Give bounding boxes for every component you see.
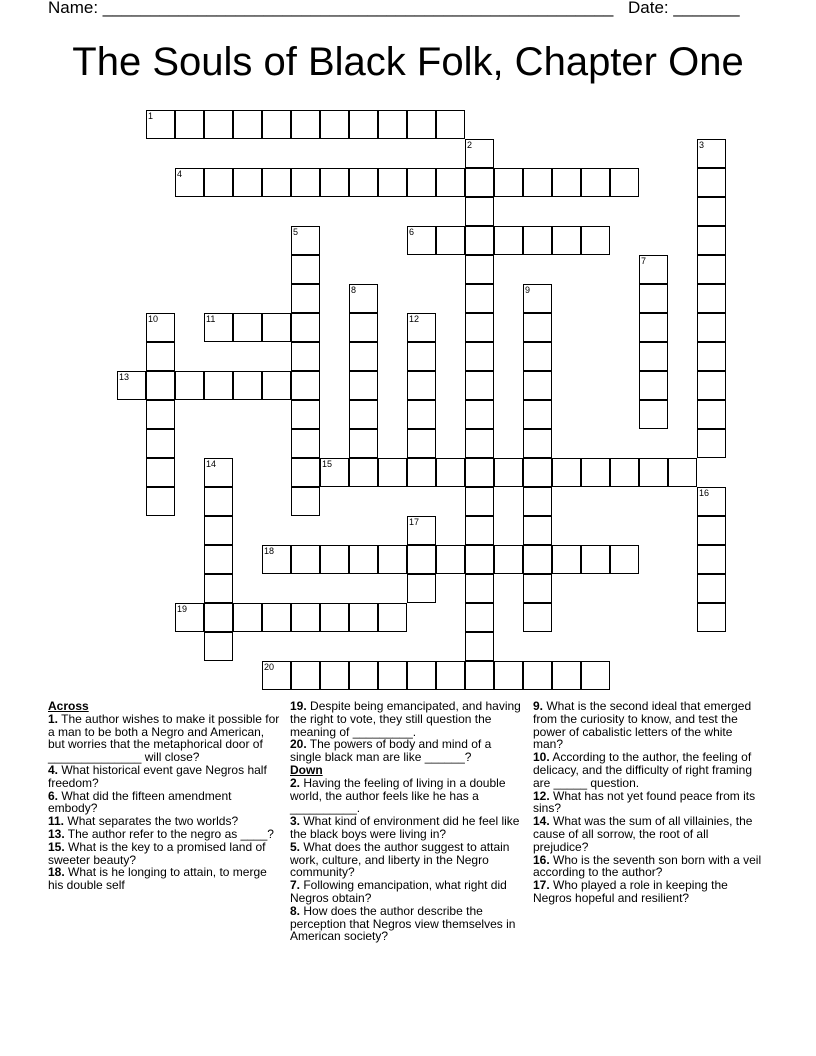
grid-cell[interactable] — [697, 429, 726, 458]
grid-cell[interactable] — [697, 603, 726, 632]
grid-cell[interactable] — [465, 313, 494, 342]
grid-cell[interactable] — [465, 400, 494, 429]
grid-cell[interactable] — [349, 313, 378, 342]
grid-cell[interactable] — [291, 661, 320, 690]
grid-cell[interactable] — [436, 110, 465, 139]
grid-cell[interactable] — [494, 458, 523, 487]
grid-cell[interactable] — [320, 168, 349, 197]
grid-cell[interactable] — [465, 139, 494, 168]
clue-down-3 — [290, 815, 522, 841]
grid-cell[interactable] — [291, 110, 320, 139]
grid-cell[interactable] — [204, 313, 233, 342]
grid-cell[interactable] — [204, 458, 233, 487]
grid-cell[interactable] — [581, 661, 610, 690]
grid-cell[interactable] — [349, 168, 378, 197]
grid-cell[interactable] — [697, 371, 726, 400]
clue-number-label: 3. — [290, 814, 301, 829]
grid-cell[interactable] — [436, 226, 465, 255]
clue-number-label: 12. — [533, 788, 550, 803]
clue-down-8 — [290, 905, 522, 943]
clue-number: 4 — [177, 169, 183, 179]
grid-cell[interactable] — [523, 371, 552, 400]
clue-text: What did the fifteen amendment embody? — [48, 788, 232, 816]
clue-number-label: 20. — [290, 737, 307, 752]
clue-number: 1 — [148, 111, 154, 121]
clue-number: 15 — [322, 459, 333, 469]
grid-cell[interactable] — [581, 168, 610, 197]
grid-cell[interactable] — [291, 168, 320, 197]
clue-number: 11 — [206, 314, 216, 324]
clue-number-label: 4. — [48, 762, 59, 777]
grid-cell[interactable] — [523, 458, 552, 487]
clue-number-label: 1. — [48, 711, 59, 726]
grid-cell[interactable] — [494, 661, 523, 690]
grid-cell[interactable] — [639, 458, 668, 487]
grid-cell[interactable] — [117, 371, 146, 400]
date-field-label: Date: _______ — [628, 0, 740, 17]
grid-cell[interactable] — [407, 371, 436, 400]
grid-cell[interactable] — [523, 574, 552, 603]
clue-down-10 — [533, 751, 765, 789]
grid-cell[interactable] — [378, 168, 407, 197]
grid-cell[interactable] — [262, 371, 291, 400]
grid-cell[interactable] — [552, 661, 581, 690]
grid-cell[interactable] — [697, 139, 726, 168]
clue-down-14 — [533, 815, 765, 853]
grid-cell[interactable] — [436, 661, 465, 690]
clue-text: Who is the seventh son born with a veil according to the author? — [533, 852, 762, 880]
grid-cell[interactable] — [349, 545, 378, 574]
grid-cell[interactable] — [668, 458, 697, 487]
grid-cell[interactable] — [204, 487, 233, 516]
clue-across-20 — [290, 738, 522, 764]
grid-cell[interactable] — [291, 284, 320, 313]
grid-cell[interactable] — [697, 197, 726, 226]
grid-cell[interactable] — [320, 458, 349, 487]
clue-text: What is he longing to attain, to merge his double self — [48, 865, 267, 893]
grid-cell[interactable] — [291, 342, 320, 371]
grid-cell[interactable] — [146, 342, 175, 371]
grid-cell[interactable] — [697, 226, 726, 255]
grid-cell[interactable] — [465, 429, 494, 458]
clue-text: Following emancipation, what right did Negros obtain? — [290, 878, 507, 905]
clue-number: 14 — [206, 459, 217, 469]
grid-cell[interactable] — [320, 661, 349, 690]
grid-cell[interactable] — [581, 226, 610, 255]
grid-cell[interactable] — [523, 342, 552, 371]
clue-across-6 — [48, 790, 280, 816]
grid-cell[interactable] — [407, 545, 436, 574]
grid-cell[interactable] — [146, 371, 175, 400]
clue-text: Who played a role in keeping the Negros hopeful and resilient? — [533, 878, 728, 905]
down-heading: Down — [290, 762, 323, 777]
grid-cell[interactable] — [407, 313, 436, 342]
grid-cell[interactable] — [523, 545, 552, 574]
clue-text: What is the key to a promised land of sweeter beauty? — [48, 839, 266, 867]
grid-cell[interactable] — [407, 661, 436, 690]
clue-number-label: 10. — [533, 750, 550, 765]
clue-across-19 — [290, 700, 522, 738]
grid-cell[interactable] — [697, 342, 726, 371]
clue-text: What kind of environment did he feel like the black boys were living in? — [290, 814, 520, 841]
clue-text: The author refer to the negro as ____? — [64, 826, 274, 841]
clue-column-1 — [48, 700, 280, 892]
clue-down-12 — [533, 790, 765, 816]
grid-cell[interactable] — [175, 371, 204, 400]
grid-cell[interactable] — [610, 458, 639, 487]
grid-cell[interactable] — [378, 545, 407, 574]
grid-cell[interactable] — [639, 371, 668, 400]
grid-cell[interactable] — [465, 371, 494, 400]
grid-cell[interactable] — [320, 545, 349, 574]
grid-cell[interactable] — [291, 226, 320, 255]
grid-cell[interactable] — [523, 400, 552, 429]
grid-cell[interactable] — [436, 168, 465, 197]
clue-text: Despite being emancipated, and having the right to vote, they still question the meaning of _________. — [290, 699, 521, 739]
clue-number-label: 5. — [290, 839, 301, 854]
grid-cell[interactable] — [175, 603, 204, 632]
clue-down-17 — [533, 879, 765, 905]
clue-number-label: 8. — [290, 903, 301, 918]
clue-text: What separates the two worlds? — [64, 814, 239, 829]
grid-cell[interactable] — [291, 371, 320, 400]
grid-cell[interactable] — [262, 110, 291, 139]
grid-cell[interactable] — [494, 226, 523, 255]
clue-number: 17 — [409, 517, 420, 527]
grid-cell[interactable] — [233, 168, 262, 197]
clue-text: What was the sum of all villainies, the cause of all sorrow, the root of all prejudice? — [533, 814, 753, 854]
clue-text: The powers of body and mind of a single black man are like ______? — [290, 737, 492, 765]
clue-number-label: 15. — [48, 839, 65, 854]
grid-cell[interactable] — [204, 603, 233, 632]
grid-cell[interactable] — [465, 516, 494, 545]
clue-number: 20 — [264, 662, 275, 672]
grid-cell[interactable] — [581, 458, 610, 487]
clue-number: 10 — [148, 314, 159, 324]
grid-cell[interactable] — [204, 574, 233, 603]
clue-number: 12 — [409, 314, 420, 324]
grid-cell[interactable] — [465, 603, 494, 632]
grid-cell[interactable] — [697, 545, 726, 574]
grid-cell[interactable] — [639, 284, 668, 313]
grid-cell[interactable] — [204, 516, 233, 545]
grid-cell[interactable] — [262, 545, 291, 574]
grid-cell[interactable] — [465, 661, 494, 690]
grid-cell[interactable] — [349, 661, 378, 690]
clue-number-label: 17. — [533, 878, 550, 893]
grid-cell[interactable] — [610, 545, 639, 574]
grid-cell[interactable] — [378, 603, 407, 632]
grid-cell[interactable] — [349, 110, 378, 139]
grid-cell[interactable] — [291, 400, 320, 429]
grid-cell[interactable] — [204, 110, 233, 139]
clue-number: 5 — [293, 227, 299, 237]
clue-number: 3 — [699, 140, 705, 150]
grid-cell[interactable] — [697, 168, 726, 197]
grid-cell[interactable] — [407, 342, 436, 371]
grid-cell[interactable] — [407, 516, 436, 545]
grid-cell[interactable] — [639, 400, 668, 429]
clue-number: 13 — [119, 372, 130, 382]
page-title: The Souls of Black Folk, Chapter One — [72, 40, 744, 84]
grid-cell[interactable] — [697, 574, 726, 603]
clue-across-18 — [48, 866, 280, 892]
grid-cell[interactable] — [407, 226, 436, 255]
grid-cell[interactable] — [465, 284, 494, 313]
grid-cell[interactable] — [204, 632, 233, 661]
clue-text: What has not yet found peace from its sins? — [533, 788, 756, 816]
grid-cell[interactable] — [204, 545, 233, 574]
grid-cell[interactable] — [523, 226, 552, 255]
clue-across-1 — [48, 713, 280, 764]
grid-cell[interactable] — [407, 110, 436, 139]
grid-cell[interactable] — [233, 110, 262, 139]
clue-down-5 — [290, 841, 522, 879]
grid-cell[interactable] — [465, 197, 494, 226]
grid-cell[interactable] — [407, 429, 436, 458]
clue-across-4 — [48, 764, 280, 790]
grid-cell[interactable] — [465, 632, 494, 661]
grid-cell[interactable] — [262, 603, 291, 632]
grid-cell[interactable] — [291, 487, 320, 516]
clue-number-label: 11. — [48, 814, 65, 829]
grid-cell[interactable] — [697, 400, 726, 429]
grid-cell[interactable] — [146, 487, 175, 516]
clue-number: 6 — [409, 227, 415, 237]
grid-cell[interactable] — [436, 545, 465, 574]
grid-cell[interactable] — [639, 313, 668, 342]
name-field-label: Name: ______________________________________________________ — [48, 0, 614, 17]
clue-number: 8 — [351, 285, 357, 295]
grid-cell[interactable] — [146, 429, 175, 458]
clue-number: 7 — [641, 256, 647, 266]
grid-cell[interactable] — [581, 545, 610, 574]
grid-cell[interactable] — [291, 603, 320, 632]
grid-cell[interactable] — [146, 400, 175, 429]
grid-cell[interactable] — [146, 110, 175, 139]
grid-cell[interactable] — [465, 458, 494, 487]
clue-down-2 — [290, 777, 522, 815]
clue-number: 19 — [177, 604, 188, 614]
grid-cell[interactable] — [349, 458, 378, 487]
grid-cell[interactable] — [639, 342, 668, 371]
grid-cell[interactable] — [523, 603, 552, 632]
clue-number-label: 19. — [290, 699, 307, 713]
grid-cell[interactable] — [291, 545, 320, 574]
grid-cell[interactable] — [523, 313, 552, 342]
grid-cell[interactable] — [378, 458, 407, 487]
grid-cell[interactable] — [523, 661, 552, 690]
grid-cell[interactable] — [523, 487, 552, 516]
clue-number-label: 9. — [533, 699, 544, 713]
grid-cell[interactable] — [697, 516, 726, 545]
grid-cell[interactable] — [494, 168, 523, 197]
grid-cell[interactable] — [552, 545, 581, 574]
grid-cell[interactable] — [697, 487, 726, 516]
grid-cell[interactable] — [233, 313, 262, 342]
grid-cell[interactable] — [465, 168, 494, 197]
grid-cell[interactable] — [465, 226, 494, 255]
grid-cell[interactable] — [465, 487, 494, 516]
grid-cell[interactable] — [494, 545, 523, 574]
grid-cell[interactable] — [407, 168, 436, 197]
grid-cell[interactable] — [175, 168, 204, 197]
clue-number-label: 2. — [290, 775, 301, 790]
clue-number-label: 6. — [48, 788, 59, 803]
clue-across-15 — [48, 841, 280, 867]
grid-cell[interactable] — [639, 255, 668, 284]
clue-number: 9 — [525, 285, 531, 295]
across-heading: Across — [48, 699, 89, 713]
clue-number-label: 7. — [290, 878, 301, 893]
grid-cell[interactable] — [523, 429, 552, 458]
clue-number: 2 — [467, 140, 473, 150]
grid-cell[interactable] — [407, 574, 436, 603]
grid-cell[interactable] — [436, 458, 465, 487]
grid-cell[interactable] — [262, 313, 291, 342]
grid-cell[interactable] — [291, 429, 320, 458]
grid-cell[interactable] — [465, 342, 494, 371]
clue-text: What does the author suggest to attain work, culture, and liberty in the Negro community? — [290, 839, 510, 880]
grid-cell[interactable] — [233, 603, 262, 632]
grid-cell[interactable] — [291, 458, 320, 487]
grid-cell[interactable] — [552, 458, 581, 487]
grid-cell[interactable] — [146, 313, 175, 342]
grid-cell[interactable] — [465, 574, 494, 603]
clue-number-label: 14. — [533, 814, 550, 829]
clue-number: 18 — [264, 546, 275, 556]
grid-cell[interactable] — [523, 516, 552, 545]
grid-cell[interactable] — [465, 255, 494, 284]
grid-cell[interactable] — [320, 603, 349, 632]
grid-cell[interactable] — [552, 226, 581, 255]
grid-cell[interactable] — [378, 661, 407, 690]
clue-text: What is the second ideal that emerged from the curiosity to know, and test the power of cabalistic letters of the white man? — [533, 699, 752, 752]
grid-cell[interactable] — [552, 168, 581, 197]
clue-text: According to the author, the feeling of delicacy, and the difficulty of right framing are _____ question. — [533, 750, 752, 790]
grid-cell[interactable] — [233, 371, 262, 400]
grid-cell[interactable] — [407, 458, 436, 487]
grid-cell[interactable] — [349, 371, 378, 400]
grid-cell[interactable] — [465, 545, 494, 574]
clue-text: The author wishes to make it possible for a man to be both a Negro and American, but worries that the metaphorical door of ______________ will close? — [48, 711, 280, 765]
grid-cell[interactable] — [407, 400, 436, 429]
grid-cell[interactable] — [697, 313, 726, 342]
grid-cell[interactable] — [262, 661, 291, 690]
clue-column-2 — [290, 700, 522, 943]
clue-down-9 — [533, 700, 765, 751]
clue-text: What historical event gave Negros half freedom? — [48, 762, 267, 790]
grid-cell[interactable] — [610, 168, 639, 197]
grid-cell[interactable] — [204, 168, 233, 197]
grid-cell[interactable] — [262, 168, 291, 197]
clue-number-label: 18. — [48, 865, 65, 880]
clue-text: How does the author describe the perception that Negros view themselves in American society? — [290, 903, 516, 944]
clue-text: Having the feeling of living in a double world, the author feels like he has a __________. — [290, 775, 506, 816]
clue-column-3 — [533, 700, 765, 905]
clue-number-label: 13. — [48, 826, 65, 841]
grid-cell[interactable] — [204, 371, 233, 400]
grid-cell[interactable] — [175, 110, 204, 139]
grid-cell[interactable] — [697, 255, 726, 284]
clue-down-7 — [290, 879, 522, 905]
grid-cell[interactable] — [291, 313, 320, 342]
grid-cell[interactable] — [291, 255, 320, 284]
clue-number-label: 16. — [533, 852, 550, 867]
grid-cell[interactable] — [378, 110, 407, 139]
grid-cell[interactable] — [320, 110, 349, 139]
grid-cell[interactable] — [523, 284, 552, 313]
grid-cell[interactable] — [146, 458, 175, 487]
clue-number: 16 — [699, 488, 710, 498]
grid-cell[interactable] — [349, 603, 378, 632]
grid-cell[interactable] — [349, 284, 378, 313]
grid-cell[interactable] — [349, 342, 378, 371]
clue-down-16 — [533, 854, 765, 880]
grid-cell[interactable] — [523, 168, 552, 197]
grid-cell[interactable] — [349, 400, 378, 429]
grid-cell[interactable] — [697, 284, 726, 313]
grid-cell[interactable] — [349, 429, 378, 458]
